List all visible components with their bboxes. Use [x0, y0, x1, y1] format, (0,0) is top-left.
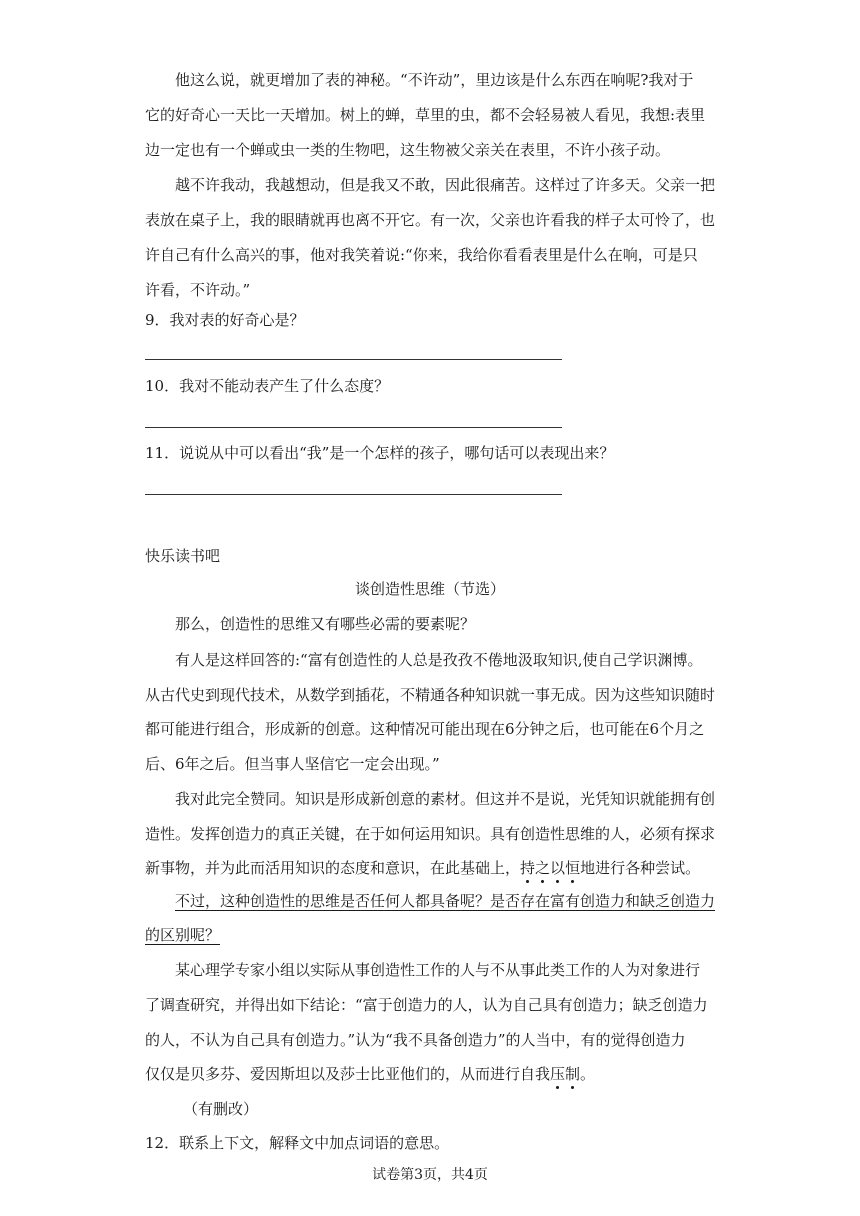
emphasis-dot-char: 以 [550, 859, 566, 877]
emphasis-dot-char: 之 [535, 859, 551, 877]
passage2-p2-line-2: 从古代史到现代技术，从数学到插花，不精通各种知识就一事无成。因为这些知识随时 [145, 686, 716, 704]
passage2-p5-line-3: 的人，不认为自己具有创造力。”认为“我不具备创造力”的人当中，有的觉得创造力 [145, 1031, 686, 1049]
passage2-p5-line-4-text: 仅仅是贝多芬、爱因斯坦以及莎士比亚他们的，从而进行自我 [145, 1065, 551, 1083]
passage2-p5-line-2: 了调查研究，并得出如下结论：“富于创造力的人，认为自己具有创造力；缺乏创造力 [145, 996, 708, 1014]
emphasis-dot-char: 制 [565, 1065, 581, 1083]
passage1-line-7: 许看，不许动。” [145, 281, 251, 299]
dotted-word-yazhi [550, 1065, 580, 1083]
answer-line-11[interactable] [145, 494, 562, 495]
passage2-p4-line-1: 不过，这种创造性的思维是否任何人都具备呢？是否存在富有创造力和缺乏创造力 [175, 892, 716, 910]
passage2-p3-line-3 [145, 858, 700, 878]
passage1-line-6: 许自己有什么高兴的事，他对我笑着说:“你来，我给你看看表里是什么在响，可是只 [145, 246, 698, 264]
question-10: 10．我对不能动表产生了什么态度？ [145, 377, 390, 395]
question-9: 9．我对表的好奇心是？ [145, 311, 305, 329]
question-11: 11．说说从中可以看出“我”是一个怎样的孩子，哪句话可以表现出来？ [145, 444, 615, 462]
passage2-p3-line-1: 我对此完全赞同。知识是形成新创意的素材。但这并不是说，光凭知识就能拥有创 [175, 790, 716, 808]
passage2-p5-line-4-end: 。 [580, 1065, 596, 1083]
passage2-p1: 那么，创造性的思维又有哪些必需的要素呢？ [175, 615, 476, 633]
page-footer: 试卷第3页，共4页 [372, 1167, 488, 1183]
emphasis-dot-char: 恒 [565, 859, 581, 877]
emphasis-dot-char: 持 [520, 859, 536, 877]
passage2-p3-line-3-text: 新事物，并为此而活用知识的态度和意识，在此基础上， [145, 859, 521, 877]
section-title: 快乐读书吧 [145, 547, 221, 565]
passage1-line-2: 它的好奇心一天比一天增加。树上的蝉，草里的虫，都不会轻易被人看见，我想:表里 [145, 106, 706, 124]
passage1-line-5: 表放在桌子上，我的眼睛就再也离不开它。有一次，父亲也许看我的样子太可怜了，也 [145, 211, 716, 229]
passage1-line-1: 他这么说，就更增加了表的神秘。“不许动”，里边该是什么东西在响呢?我对于 [175, 71, 694, 89]
passage2-p2-line-4: 后、6年之后。但当事人坚信它一定会出现。” [145, 755, 440, 773]
passage1-line-4: 越不许我动，我越想动，但是我又不敢，因此很痛苦。这样过了许多天。父亲一把 [175, 176, 716, 194]
emphasis-dot-char: 压 [550, 1065, 566, 1083]
passage2-p2-line-3: 都可能进行组合，形成新的创意。这种情况可能出现在6分钟之后，也可能在6个月之 [145, 720, 705, 738]
passage2-p3-line-2: 造性。发挥创造力的真正关键，在于如何运用知识。具有创造性思维的人，必须有探求 [145, 825, 716, 843]
passage1-line-3: 边一定也有一个蝉或虫一类的生物吧，这生物被父亲关在表里，不许小孩子动。 [145, 141, 671, 159]
passage2-p2-line-1: 有人是这样回答的:“富有创造性的人总是孜孜不倦地汲取知识,使自己学识渊博。 [175, 651, 703, 669]
article-title: 谈创造性思维（节选） [354, 580, 505, 598]
passage2-p5-line-4 [145, 1064, 595, 1084]
passage2-p4-line-2: 的区别呢？ [145, 926, 221, 944]
answer-line-10[interactable] [145, 427, 562, 428]
passage2-p5-line-1: 某心理学专家小组以实际从事创造性工作的人与不从事此类工作的人为对象进行 [175, 961, 701, 979]
question-12: 12．联系上下文，解释文中加点词语的意思。 [145, 1134, 450, 1152]
dotted-word-chizhiyiheng [520, 859, 580, 877]
revision-note: （有删改） [183, 1100, 259, 1118]
passage2-p3-line-3-end: 地进行各种尝试。 [580, 859, 701, 877]
answer-line-9[interactable] [145, 359, 562, 360]
